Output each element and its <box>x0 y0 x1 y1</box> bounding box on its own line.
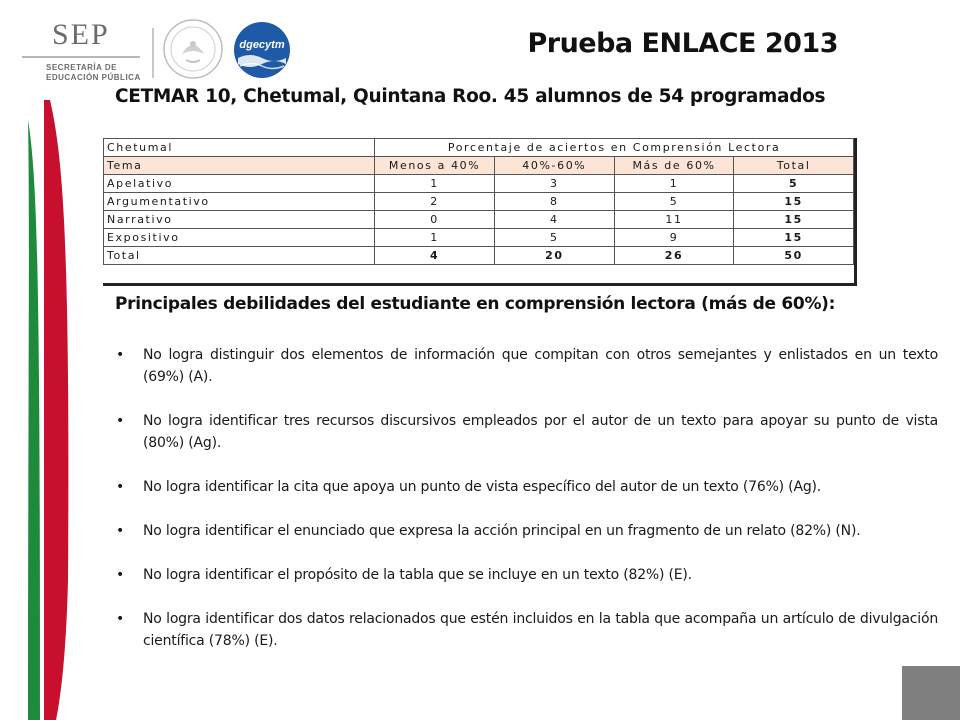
row-40-60: 20 <box>494 247 614 265</box>
red-stripe <box>44 100 68 720</box>
table-column-header-row <box>104 157 854 175</box>
row-mas60: 11 <box>614 211 734 229</box>
row-total: 5 <box>734 175 854 193</box>
row-mas60: 26 <box>614 247 734 265</box>
row-tema: Narrativo <box>104 211 375 229</box>
row-40-60: 5 <box>494 229 614 247</box>
list-item-text: No logra identificar el propósito de la tabla que se incluye en un texto (82%) (E). <box>143 567 692 583</box>
list-item <box>116 476 938 498</box>
table-row <box>104 175 854 193</box>
list-item <box>116 410 938 454</box>
bullet-icon: • <box>116 347 125 363</box>
table-row <box>104 193 854 211</box>
page-subtitle: CETMAR 10, Chetumal, Quintana Roo. 45 alumnos de 54 programados <box>115 86 826 107</box>
list-item-text: No logra distinguir dos elementos de información que compitan con otros semejantes y enlistados en un texto (69%) (A). <box>143 347 938 385</box>
table-header-row <box>104 139 854 157</box>
corner-gray-block <box>902 666 960 720</box>
sep-logo <box>22 18 142 88</box>
bullet-icon: • <box>116 479 125 495</box>
logo-area <box>0 0 330 100</box>
row-menos40: 4 <box>375 247 495 265</box>
dgecytm-logo-icon <box>232 20 292 80</box>
table-corner-label: Chetumal <box>104 139 375 157</box>
row-40-60: 4 <box>494 211 614 229</box>
weaknesses-title: Principales debilidades del estudiante en comprensión lectora (más de 60%): <box>115 294 836 314</box>
row-tema: Total <box>104 247 375 265</box>
page-title: Prueba ENLACE 2013 <box>527 28 838 59</box>
table-total-row <box>104 247 854 265</box>
results-table-wrapper <box>103 138 857 286</box>
sep-logo-word: SEP <box>52 18 110 51</box>
sep-logo-line1: SECRETARÍA DE <box>46 63 117 72</box>
svg-text:dgecytm: dgecytm <box>239 39 285 51</box>
row-tema: Apelativo <box>104 175 375 193</box>
list-item-text: No logra identificar tres recursos discursivos empleados por el autor de un texto para apoyar su punto de vista (80%) (Ag). <box>143 413 938 451</box>
bullet-icon: • <box>116 413 125 429</box>
weaknesses-list <box>116 344 938 674</box>
table-row <box>104 211 854 229</box>
table-row <box>104 229 854 247</box>
row-mas60: 1 <box>614 175 734 193</box>
row-40-60: 3 <box>494 175 614 193</box>
row-menos40: 1 <box>375 229 495 247</box>
list-item-text: No logra identificar la cita que apoya un punto de vista específico del autor de un texto (76%) (Ag). <box>143 479 822 495</box>
row-menos40: 0 <box>375 211 495 229</box>
row-mas60: 5 <box>614 193 734 211</box>
row-menos40: 1 <box>375 175 495 193</box>
row-total: 15 <box>734 193 854 211</box>
results-table <box>103 138 854 265</box>
bullet-icon: • <box>116 523 125 539</box>
bullet-icon: • <box>116 611 125 627</box>
column-header-40-60: 40%-60% <box>494 157 614 175</box>
row-mas60: 9 <box>614 229 734 247</box>
row-menos40: 2 <box>375 193 495 211</box>
list-item <box>116 608 938 652</box>
sep-logo-line <box>22 56 140 58</box>
column-header-menos40: Menos a 40% <box>375 157 495 175</box>
logo-divider <box>152 28 154 78</box>
list-item <box>116 520 938 542</box>
bullet-icon: • <box>116 567 125 583</box>
list-item <box>116 564 938 586</box>
green-stripe <box>28 120 40 720</box>
column-header-mas60: Más de 60% <box>614 157 734 175</box>
decorative-stripes <box>20 100 80 720</box>
row-tema: Expositivo <box>104 229 375 247</box>
column-header-tema: Tema <box>104 157 375 175</box>
row-tema: Argumentativo <box>104 193 375 211</box>
row-total: 15 <box>734 211 854 229</box>
list-item <box>116 344 938 388</box>
row-total: 50 <box>734 247 854 265</box>
mexico-seal-icon <box>162 18 224 80</box>
column-header-total: Total <box>734 157 854 175</box>
row-40-60: 8 <box>494 193 614 211</box>
list-item-text: No logra identificar el enunciado que expresa la acción principal en un fragmento de un relato (82%) (N). <box>143 523 861 539</box>
table-group-header: Porcentaje de aciertos en Comprensión Lectora <box>375 139 854 157</box>
row-total: 15 <box>734 229 854 247</box>
sep-logo-line2: EDUCACIÓN PÚBLICA <box>46 73 141 82</box>
list-item-text: No logra identificar dos datos relacionados que estén incluidos en la tabla que acompaña un artículo de divulgación científica (78%) (E). <box>143 611 938 649</box>
